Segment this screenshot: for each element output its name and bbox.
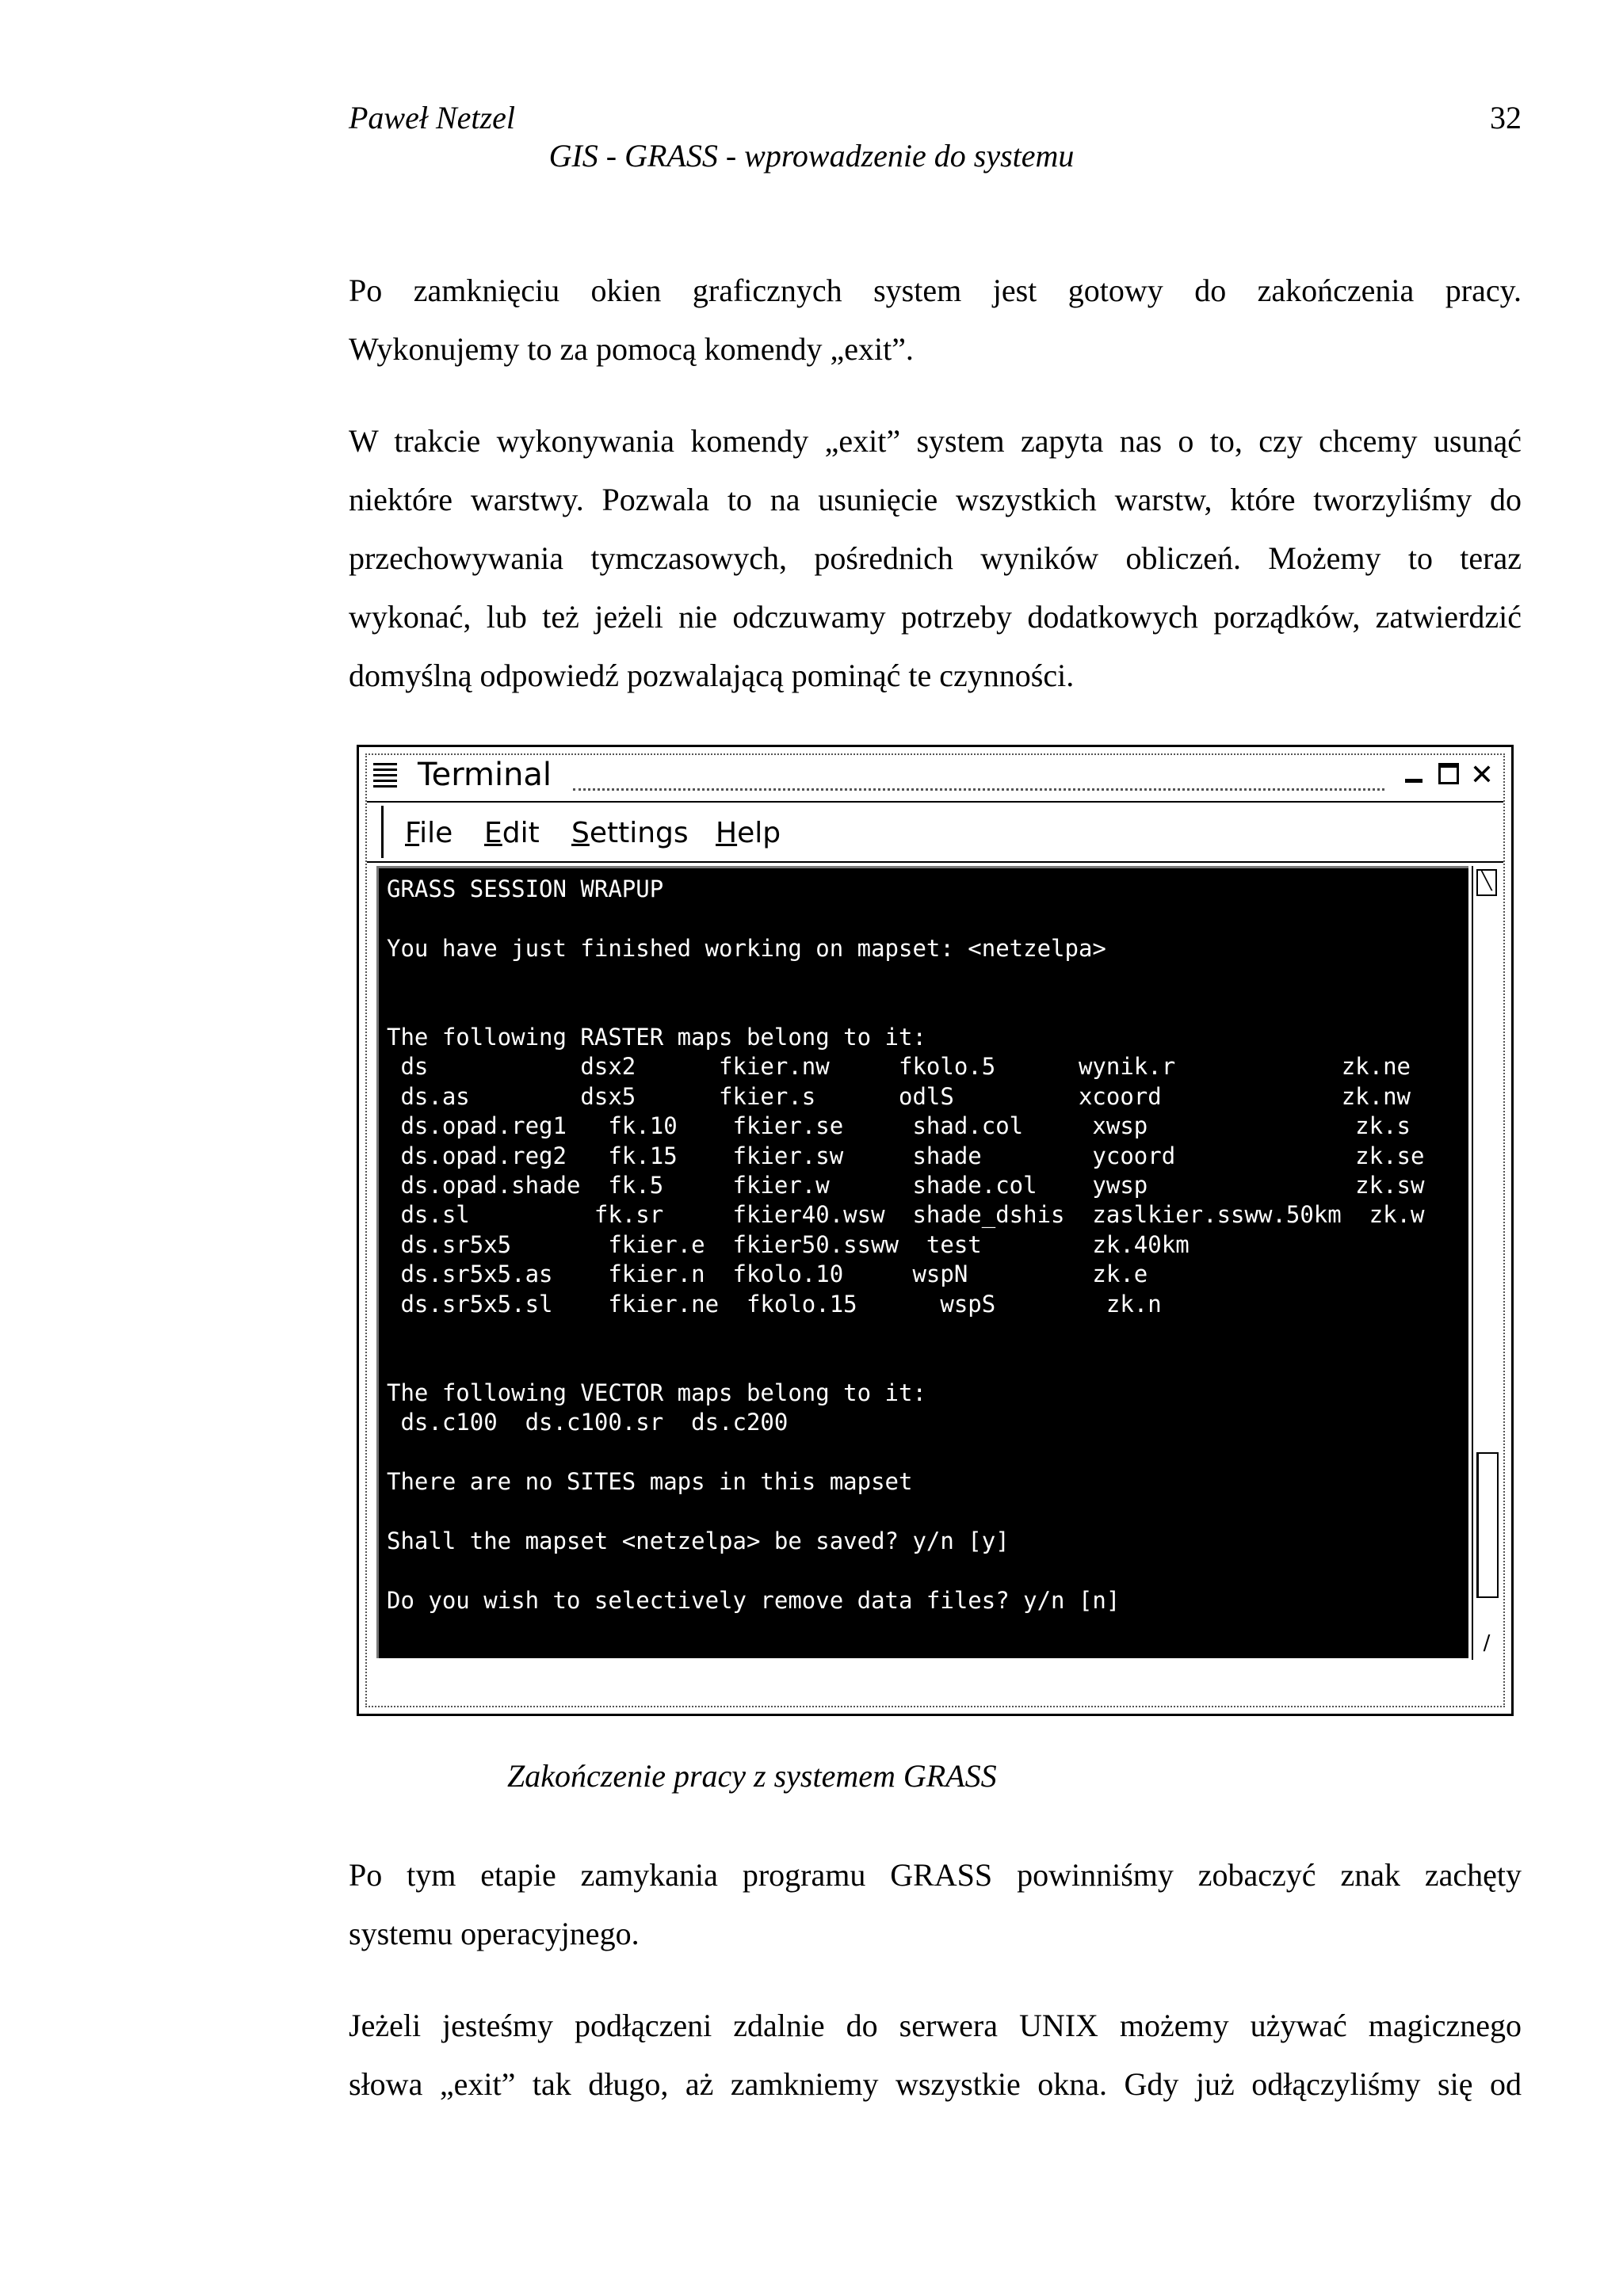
menu-settings[interactable]: Settings [571,817,689,849]
paragraph-line: Jeżeli jesteśmy podłączeni zdalnie do serwera UNIX możemy używać magicznego [349,2008,1522,2043]
paragraph-line: systemu operacyjnego. [349,1916,640,1951]
paragraph-line: W trakcie wykonywania komendy „exit” system zapyta nas o to, czy chcemy usunąć [349,423,1522,459]
menu-edit[interactable]: Edit [484,817,540,849]
terminal-line: ds.opad.reg1 fk.10 fkier.se shad.col xwsp zk.s [387,1112,1411,1140]
scroll-up-icon[interactable]: ╲ [1476,869,1497,896]
terminal-titlebar[interactable] [367,753,1503,799]
page-number: 32 [1490,100,1522,135]
scroll-thumb[interactable] [1476,1452,1499,1598]
paragraph-line: niektóre warstwy. Pozwala to na usunięcie wszystkich warstw, które tworzyliśmy do [349,482,1522,517]
paragraph-line: wykonać, lub też jeżeli nie odczuwamy potrzeby dodatkowych porządków, zatwierdzić [349,599,1522,635]
paragraph-line: Po tym etapie zamykania programu GRASS powinniśmy zobaczyć znak zachęty [349,1857,1522,1893]
menu-help[interactable]: Help [716,817,781,849]
paragraph-line: słowa „exit” tak długo, aż zamkniemy wszystkie okna. Gdy już odłączyliśmy się od [349,2066,1522,2102]
terminal-screenshot [357,745,1514,1716]
paragraph-line: Po zamknięciu okien graficznych system jest gotowy do zakończenia pracy. [349,273,1522,308]
window-menu-icon[interactable] [373,763,397,790]
terminal-output[interactable] [376,866,1468,1658]
terminal-title: Terminal [418,757,552,793]
titlebar-divider [573,788,1384,791]
terminal-line: ds.sl fk.sr fkier40.wsw shade_dshis zaslkier.ssww.50km zk.w [387,1201,1425,1229]
paragraph-4 [349,1997,1522,2114]
paragraph-line: przechowywania tymczasowych, pośrednich wyników obliczeń. Możemy to teraz [349,540,1522,576]
menu-file[interactable]: File [405,817,453,849]
terminal-line: ds dsx2 fkier.nw fkolo.5 wynik.r zk.ne [387,1053,1411,1081]
paragraph-2 [349,412,1522,705]
terminal-line: Do you wish to selectively remove data files? y/n [n] [387,1586,1121,1614]
terminal-line: ds.sr5x5.as fkier.n fkolo.10 wspN zk.e [387,1261,1148,1288]
terminal-line: ds.opad.reg2 fk.15 fkier.sw shade ycoord zk.se [387,1142,1425,1169]
terminal-line: GRASS SESSION WRAPUP [387,875,664,902]
terminal-line: Shall the mapset <netzelpa> be saved? y/n [y] [387,1527,1010,1554]
terminal-line: ds.sr5x5.sl fkier.ne fkolo.15 wspS zk.n [387,1290,1162,1318]
paragraph-1 [349,261,1522,379]
terminal-line: ds.sr5x5 fkier.e fkier50.ssww test zk.40km [387,1230,1190,1258]
paragraph-3 [349,1846,1522,1963]
header-author: Paweł Netzel [349,100,515,135]
terminal-line: ds.as dsx5 fkier.s odlS xcoord zk.nw [387,1082,1411,1110]
terminal-line: The following VECTOR maps belong to it: [387,1379,926,1406]
terminal-line: You have just finished working on mapset: <netzelpa> [387,934,1106,962]
figure-caption: Zakończenie pracy z systemem GRASS [507,1758,997,1794]
close-icon[interactable]: ✕ [1469,759,1494,791]
minimize-icon[interactable] [1405,765,1423,783]
maximize-icon[interactable] [1438,760,1459,784]
terminal-line: The following RASTER maps belong to it: [387,1024,926,1051]
terminal-line: There are no SITES maps in this mapset [387,1468,913,1495]
terminal-line: ds.opad.shade fk.5 fkier.w shade.col ywsp zk.sw [387,1172,1425,1199]
scroll-down-icon[interactable]: / [1483,1631,1491,1655]
paragraph-line: Wykonujemy to za pomocą komendy „exit”. [349,331,914,367]
paragraph-line: domyślną odpowiedź pozwalającą pominąć te czynności. [349,658,1075,693]
vertical-scrollbar[interactable] [1472,866,1502,1660]
header-title: GIS - GRASS - wprowadzenie do systemu [548,138,1075,174]
terminal-line: ds.c100 ds.c100.sr ds.c200 [387,1409,789,1436]
terminal-menubar [367,801,1503,863]
